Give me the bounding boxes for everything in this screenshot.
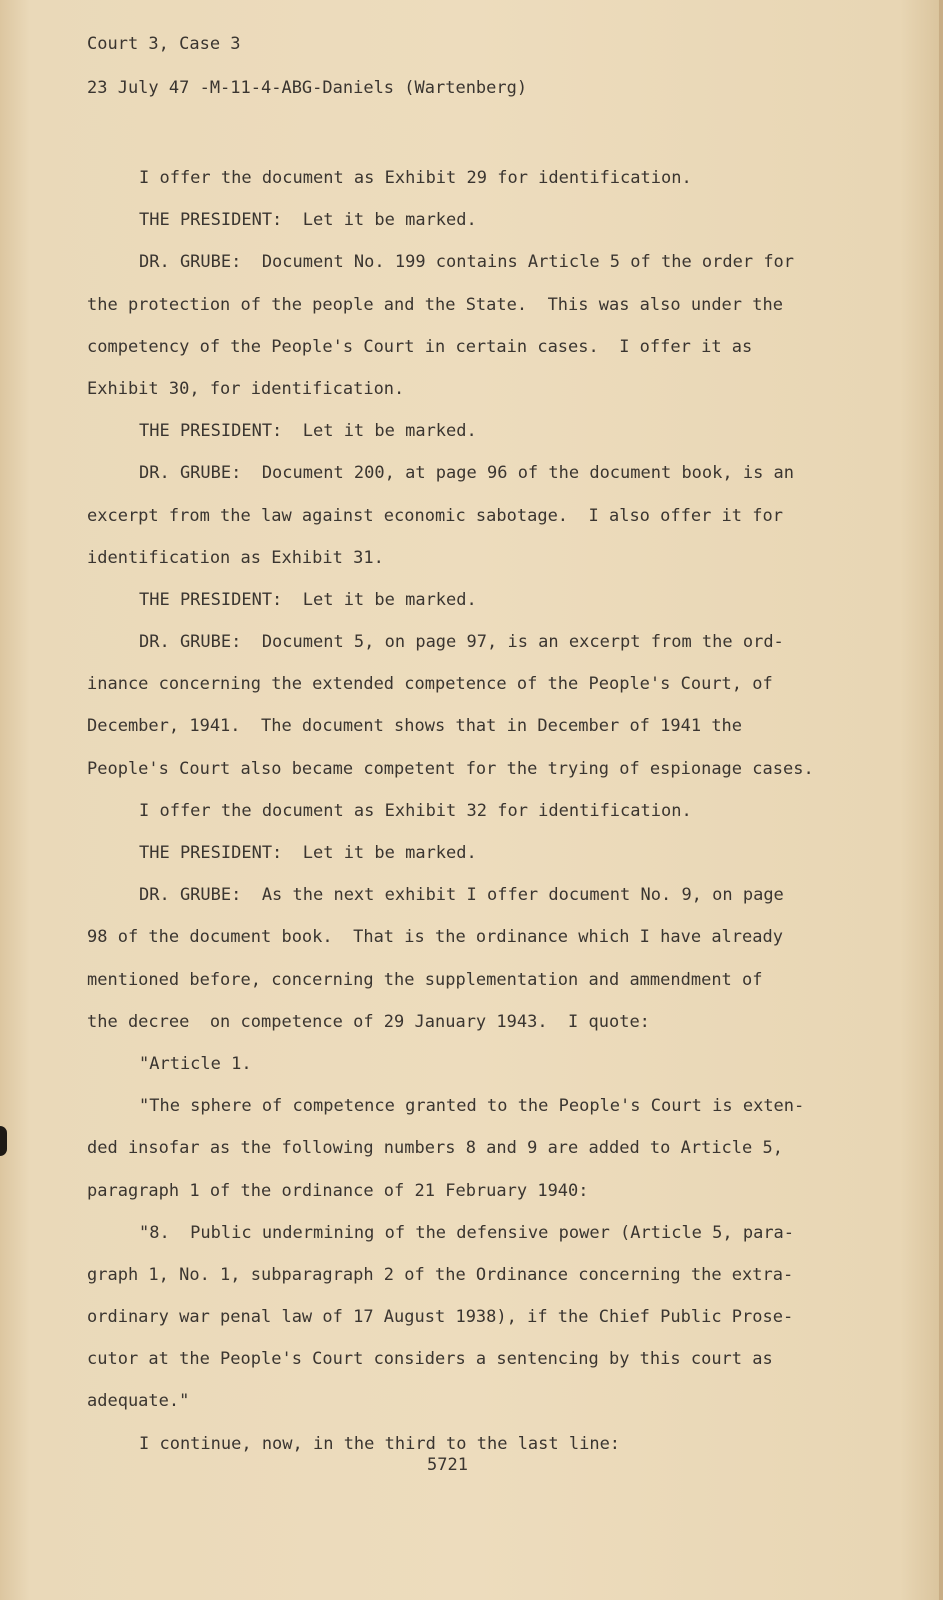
page-number: 5721	[427, 1455, 468, 1475]
court-case-header: Court 3, Case 3	[87, 34, 241, 54]
transcript-line: "The sphere of competence granted to the People's Court is exten-	[139, 1096, 805, 1117]
transcript-line: inance concerning the extended competence of the People's Court, of	[87, 674, 773, 695]
transcript-line: competency of the People's Court in certain cases. I offer it as	[87, 336, 753, 357]
binding-mark	[0, 1126, 7, 1156]
transcript-line: 98 of the document book. That is the ordinance which I have already	[87, 927, 783, 948]
transcript-line: I offer the document as Exhibit 29 for identification.	[139, 168, 692, 188]
transcript-line: DR. GRUBE: Document 5, on page 97, is an excerpt from the ord-	[139, 632, 784, 653]
transcript-line: the protection of the people and the State. This was also under the	[87, 294, 783, 315]
transcript-line: excerpt from the law against economic sabotage. I also offer it for	[87, 505, 783, 526]
transcript-line: "Article 1.	[139, 1053, 252, 1074]
transcript-line: ded insofar as the following numbers 8 and 9 are added to Article 5,	[87, 1138, 783, 1159]
transcript-line: THE PRESIDENT: Let it be marked.	[139, 421, 477, 442]
transcript-line: paragraph 1 of the ordinance of 21 February 1940:	[87, 1180, 589, 1201]
transcript-line: cutor at the People's Court considers a sentencing by this court as	[87, 1349, 773, 1370]
transcript-line: DR. GRUBE: Document 200, at page 96 of the document book, is an	[139, 463, 795, 484]
transcript-line: THE PRESIDENT: Let it be marked.	[139, 589, 477, 610]
transcript-line: mentioned before, concerning the supplementation and ammendment of	[87, 969, 763, 990]
paper-edge	[939, 0, 943, 1600]
transcript-line: THE PRESIDENT: Let it be marked.	[139, 843, 477, 863]
transcript-line: graph 1, No. 1, subparagraph 2 of the Ordinance concerning the extra-	[87, 1264, 794, 1285]
transcript-line: "8. Public undermining of the defensive power (Article 5, para-	[139, 1222, 795, 1243]
transcript-line: DR. GRUBE: Document No. 199 contains Article 5 of the order for	[139, 252, 795, 273]
transcript-line: DR. GRUBE: As the next exhibit I offer document No. 9, on page	[139, 885, 784, 906]
transcript-body	[87, 157, 917, 1465]
date-transcript-header: 23 July 47 -M-11-4-ABG-Daniels (Wartenberg)	[87, 78, 528, 98]
transcript-line: ordinary war penal law of 17 August 1938), if the Chief Public Prose-	[87, 1307, 794, 1328]
transcript-line: adequate."	[87, 1391, 190, 1412]
transcript-line: I offer the document as Exhibit 32 for identification.	[139, 800, 692, 821]
transcript-line: Exhibit 30, for identification.	[87, 378, 405, 399]
transcript-line: People's Court also became competent for the trying of espionage cases.	[87, 758, 814, 779]
transcript-line: identification as Exhibit 31.	[87, 547, 384, 568]
transcript-line: I continue, now, in the third to the last line:	[139, 1433, 621, 1454]
transcript-line: the decree on competence of 29 January 1943. I quote:	[87, 1011, 650, 1032]
transcript-line: THE PRESIDENT: Let it be marked.	[139, 210, 477, 231]
transcript-line: December, 1941. The document shows that in December of 1941 the	[87, 716, 743, 737]
